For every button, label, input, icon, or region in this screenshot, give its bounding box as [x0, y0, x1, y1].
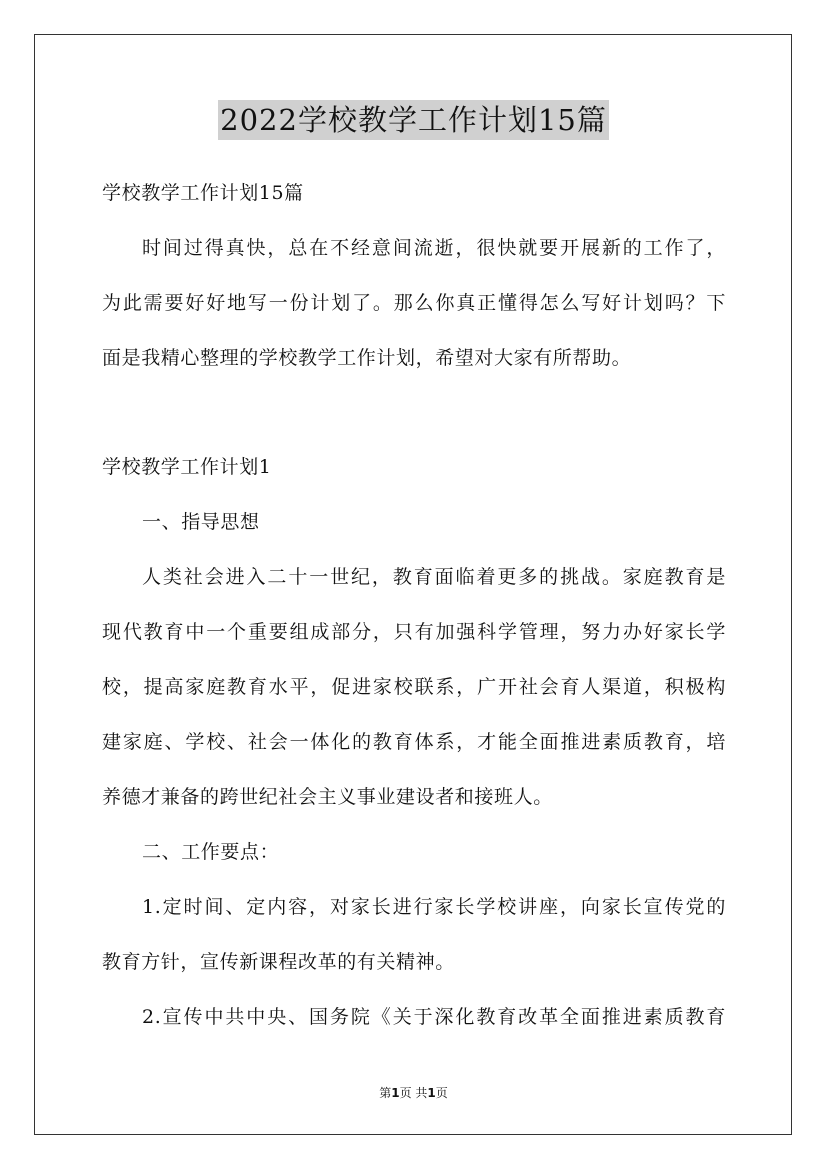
subtitle: 学校教学工作计划15篇	[102, 182, 304, 204]
para1-line-1: 人类社会进入二十一世纪，教育面临着更多的挑战。家庭教育是	[142, 566, 726, 588]
footer-label-mid: 页 共	[399, 1086, 428, 1100]
footer-page-total: 1	[427, 1086, 436, 1100]
intro-line-2: 为此需要好好地写一份计划了。那么你真正懂得怎么写好计划吗？下	[102, 292, 726, 314]
page-footer	[0, 1084, 827, 1101]
heading-work-points: 二、工作要点：	[142, 841, 280, 863]
heading-guiding-ideology: 一、指导思想	[142, 511, 260, 533]
item1-line-2: 教育方针，宣传新课程改革的有关精神。	[102, 951, 455, 973]
blank-line	[102, 386, 726, 440]
item1-line-1: 1.定时间、定内容，对家长进行家长学校讲座，向家长宣传党的	[142, 896, 726, 918]
document-body	[102, 166, 726, 1045]
footer-label-pre: 第	[379, 1086, 392, 1100]
footer-label-post: 页	[435, 1086, 448, 1100]
intro-line-3: 面是我精心整理的学校教学工作计划，希望对大家有所帮助。	[102, 347, 632, 369]
para1-line-5: 养德才兼备的跨世纪社会主义事业建设者和接班人。	[102, 786, 553, 808]
item2-line-1: 2.宣传中共中央、国务院《关于深化教育改革全面推进素质教育	[142, 1006, 726, 1028]
para1-line-4: 建家庭、学校、社会一体化的教育体系，才能全面推进素质教育，培	[102, 731, 726, 753]
document-title: 2022学校教学工作计划15篇	[218, 100, 609, 140]
footer-page-current: 1	[391, 1086, 400, 1100]
para1-line-2: 现代教育中一个重要组成部分，只有加强科学管理，努力办好家长学	[102, 621, 726, 643]
section-title: 学校教学工作计划1	[102, 456, 272, 478]
para1-line-3: 校，提高家庭教育水平，促进家校联系，广开社会育人渠道，积极构	[102, 676, 726, 698]
title-wrapper	[0, 100, 827, 140]
intro-line-1: 时间过得真快，总在不经意间流逝，很快就要开展新的工作了，	[142, 237, 726, 259]
